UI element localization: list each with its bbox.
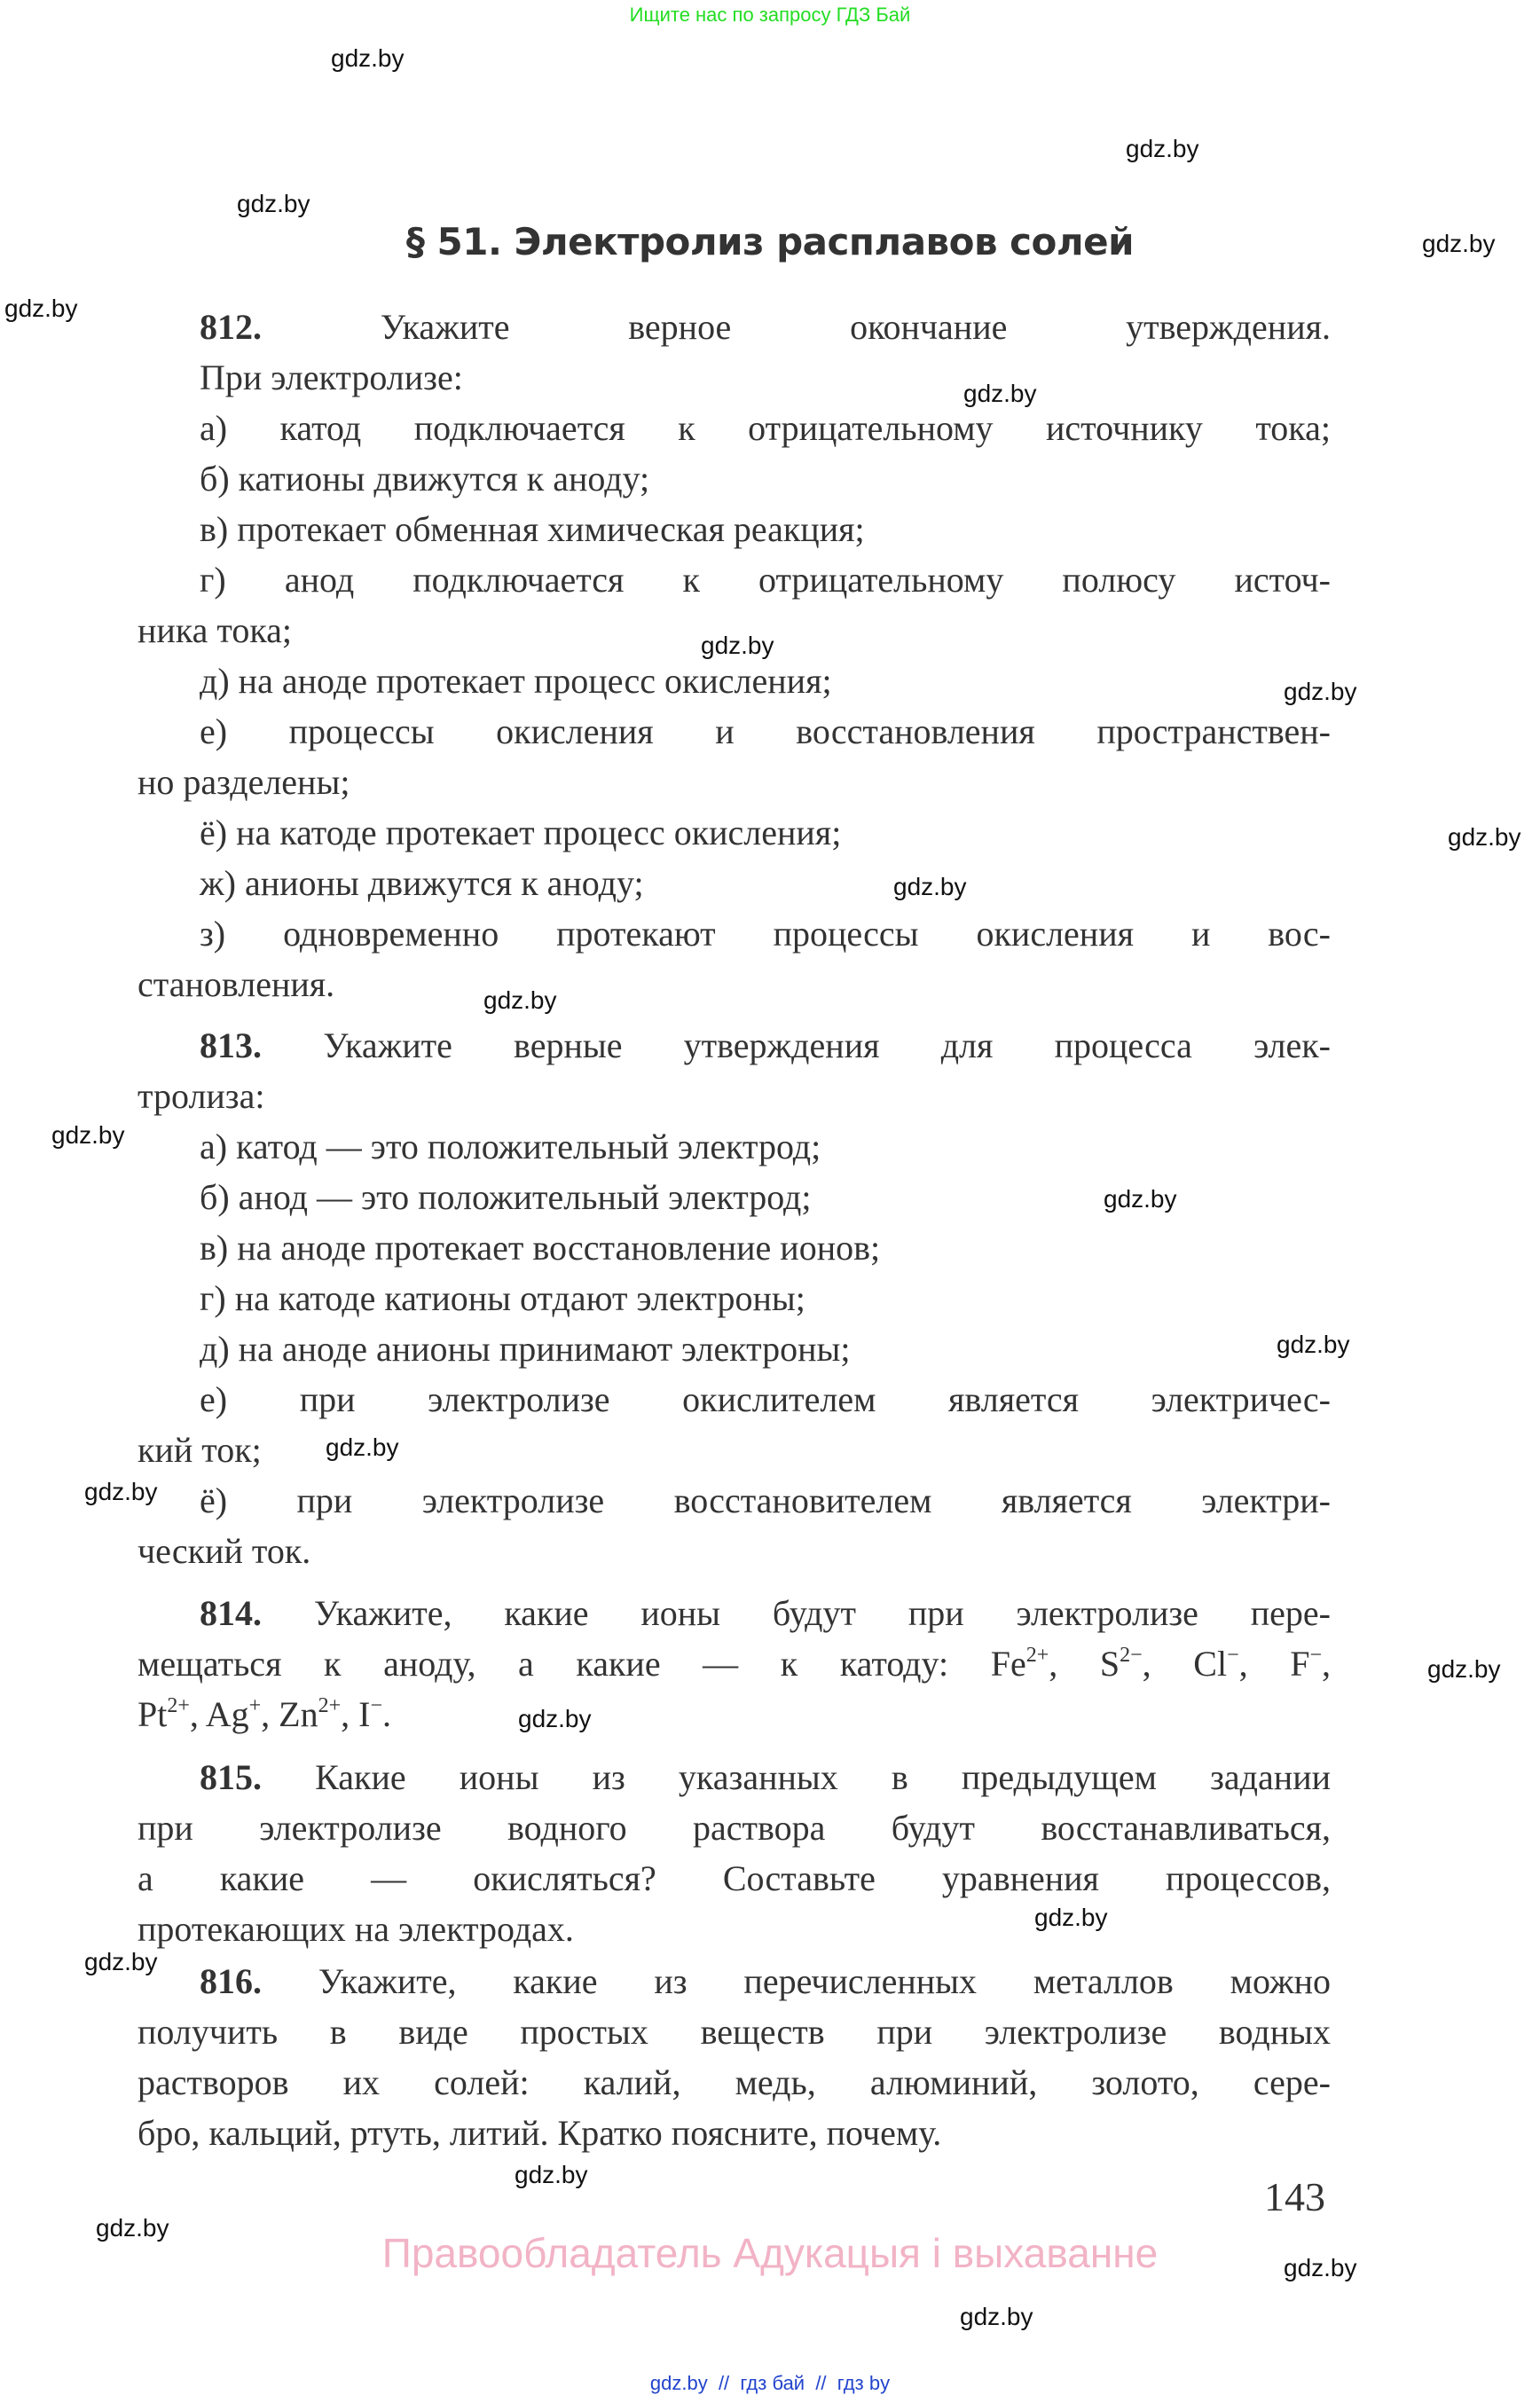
- watermark: gdz.by: [84, 1948, 158, 1975]
- ion: F−: [1290, 1644, 1323, 1684]
- watermark: gdz.by: [1448, 823, 1521, 851]
- task-813: [138, 1020, 1331, 1576]
- task-text: Укажите верное окончание утверждения.: [380, 307, 1331, 347]
- task-line: при электролизе водного раствора будут восстанавливаться,: [138, 1808, 1331, 1848]
- ion: I−: [358, 1694, 382, 1734]
- option-e: е) процессы окисления и восстановления пространствен-: [200, 711, 1331, 751]
- ion: $Pt^{2+}$: [138, 1694, 190, 1734]
- watermark: gdz.by: [1422, 230, 1496, 257]
- footer-links[interactable]: gdz.by // гдз бай // гдз by: [649, 2372, 891, 2394]
- ion: $Fe^{2+}$: [990, 1644, 1049, 1684]
- option-zh: ж) анионы движутся к аноду;: [200, 863, 644, 903]
- task-number: 816.: [200, 1961, 262, 2001]
- option-yo-cont: ческий ток.: [138, 1531, 311, 1571]
- option-a: а) катод подключается к отрицательному источнику тока;: [200, 408, 1331, 448]
- option-yo: ё) на катоде протекает процесс окисления;: [200, 813, 842, 852]
- ion: $Zn^{2+}$: [279, 1694, 342, 1734]
- task-line: [138, 1752, 1331, 1802]
- option-b: б) катионы движутся к аноду;: [200, 459, 650, 499]
- task-line: мещаться к аноду, а какие — к катоду: $Fe^{2+}$, $S^{2-}$, Cl−, F−,: [138, 1644, 1332, 1684]
- watermark: gdz.by: [4, 294, 78, 322]
- task-text: мещаться к аноду, а какие — к катоду:: [138, 1644, 949, 1684]
- task-line: [138, 1956, 1331, 2006]
- task-816: [138, 1956, 1331, 2158]
- watermark: gdz.by: [1284, 678, 1357, 705]
- watermark: gdz.by: [1277, 1331, 1350, 1358]
- watermark: gdz.by: [84, 1478, 158, 1505]
- option-g-cont: ника тока;: [138, 610, 293, 650]
- task-text: Укажите, какие из перечисленных металлов можно: [318, 1961, 1332, 2001]
- task-line: [138, 302, 1331, 352]
- option-z-cont: становления.: [138, 964, 335, 1004]
- option-d: д) на аноде анионы принимают электроны;: [200, 1329, 851, 1369]
- task-line: протекающих на электродах.: [138, 1909, 574, 1949]
- page-number: 143: [1264, 2174, 1325, 2219]
- option-e-cont: но разделены;: [138, 762, 350, 802]
- watermark: gdz.by: [1126, 135, 1199, 162]
- task-text: Укажите, какие ионы будут при электролизе пере-: [313, 1593, 1331, 1633]
- watermark: gdz.by: [326, 1433, 399, 1461]
- option-yo: ё) при электролизе восстановителем является электри-: [200, 1480, 1331, 1520]
- watermark: gdz.by: [963, 380, 1037, 407]
- task-number: 814.: [200, 1593, 262, 1633]
- watermark: gdz.by: [96, 2214, 169, 2242]
- task-line: При электролизе:: [200, 357, 463, 397]
- task-number: 815.: [200, 1757, 262, 1797]
- task-line: растворов их солей: калий, медь, алюминий, золото, сере-: [138, 2062, 1331, 2102]
- option-e-cont: кий ток;: [138, 1430, 262, 1470]
- rights-holder-watermark: Правообладатель Адукацыя і выхаванне: [381, 2230, 1159, 2276]
- task-814: [138, 1588, 1331, 1739]
- task-number: 812.: [200, 307, 262, 347]
- watermark: gdz.by: [515, 2161, 588, 2188]
- watermark: gdz.by: [1034, 1904, 1108, 1931]
- task-line: получить в виде простых веществ при электролизе водных: [138, 2012, 1331, 2052]
- task-line: $Pt^{2+}$, Ag+, $Zn^{2+}$, I−.: [138, 1694, 391, 1734]
- task-815: [138, 1752, 1331, 1954]
- task-line: а какие — окисляться? Составьте уравнения процессов,: [138, 1858, 1331, 1898]
- watermark: gdz.by: [237, 190, 310, 217]
- watermark: gdz.by: [518, 1705, 592, 1732]
- option-b: б) анод — это положительный электрод;: [200, 1177, 812, 1217]
- ion: $S^{2-}$: [1099, 1644, 1143, 1684]
- option-z: з) одновременно протекают процессы окисления и вос-: [200, 914, 1331, 954]
- watermark: gdz.by: [1284, 2254, 1357, 2281]
- task-line: [138, 1588, 1331, 1638]
- task-line: [138, 1020, 1331, 1071]
- option-v: в) на аноде протекает восстановление ионов;: [200, 1228, 881, 1268]
- watermark: gdz.by: [893, 873, 967, 900]
- option-g: г) на катоде катионы отдают электроны;: [200, 1278, 805, 1318]
- ion: Ag+: [205, 1694, 262, 1734]
- task-text: Какие ионы из указанных в предыдущем задании: [315, 1757, 1332, 1797]
- task-number: 813.: [200, 1025, 262, 1065]
- watermark: gdz.by: [701, 632, 774, 659]
- option-g: г) анод подключается к отрицательному полюсу источ-: [200, 560, 1331, 600]
- task-812: [138, 302, 1331, 1009]
- option-a: а) катод — это положительный электрод;: [200, 1127, 821, 1166]
- option-d: д) на аноде протекает процесс окисления;: [200, 661, 832, 701]
- search-banner: Ищите нас по запросу ГДЗ Бай: [629, 4, 911, 26]
- watermark: gdz.by: [331, 44, 405, 72]
- task-text: Укажите верные утверждения для процесса элек-: [323, 1025, 1331, 1065]
- task-line: тролиза:: [138, 1076, 265, 1116]
- option-e: е) при электролизе окислителем является электричес-: [200, 1379, 1331, 1419]
- watermark: gdz.by: [483, 986, 557, 1014]
- watermark: gdz.by: [1427, 1655, 1501, 1683]
- watermark: gdz.by: [960, 2303, 1033, 2330]
- section-title: § 51. Электролиз расплавов солей: [405, 220, 1135, 263]
- option-v: в) протекает обменная химическая реакция;: [200, 509, 865, 549]
- ion: Cl−: [1193, 1644, 1239, 1684]
- task-line: бро, кальций, ртуть, литий. Кратко поясните, почему.: [138, 2113, 942, 2153]
- watermark: gdz.by: [1104, 1185, 1177, 1213]
- watermark: gdz.by: [51, 1121, 125, 1149]
